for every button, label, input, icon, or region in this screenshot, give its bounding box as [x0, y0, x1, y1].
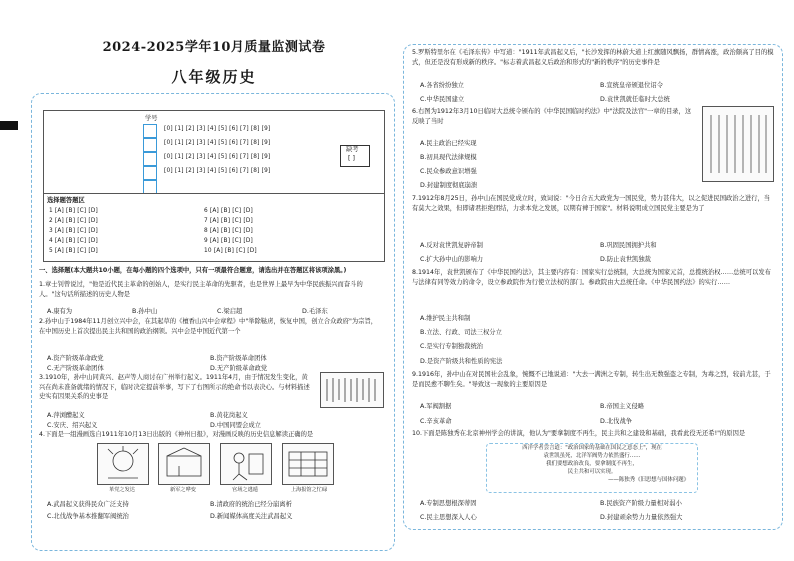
- choice-area-title: 选择题答题区: [47, 197, 85, 204]
- section-one-heading: 一、选择题(本大题共10小题，在每小题的四个选项中，只有一项最符合题意，请选出并在答题区将该项涂黑。): [39, 267, 347, 274]
- q9-option-b[interactable]: B.帝国主义侵略: [600, 403, 645, 410]
- cartoon-panel-3: [220, 443, 272, 485]
- constitution-document-image: [702, 106, 774, 182]
- student-id-sheet: [43, 110, 385, 194]
- q10-option-c[interactable]: C.民主思想深入人心: [420, 514, 477, 521]
- question-9: 9.1916年，孙中山在对民国社会乱象，惋慨不已地说道："大去一满洲之专制，转生出无数强盗之专制，为毒之烈，较前尤甚，于是而民愈不聊生矣。"导致这一现象的主要原因是: [412, 371, 771, 388]
- q1-option-c[interactable]: C.梁启超: [217, 308, 243, 315]
- q4-option-a[interactable]: A.武昌起义获得民众广泛支持: [47, 501, 129, 508]
- q2-option-c[interactable]: C.无产阶级革命团体: [47, 365, 104, 372]
- question-3: 3.1910年，孙中山同黄兴、赵声等人商讨在广州举行起义。1911年4月，由于情况发生变化，黄兴在尚未准备就绪的情况下，临时决定提前举事，写下了右图所示的绝命书以表决心。与材料描述史实有因果关系的史事是: [39, 374, 310, 401]
- bubble-row[interactable]: [0] [1] [2] [3] [4] [5] [6] [7] [8] [9]: [164, 168, 271, 174]
- answer-row[interactable]: 9 [A] [B] [C] [D]: [204, 238, 254, 244]
- q6-option-d[interactable]: D.封建制度彻底崩溃: [420, 182, 478, 189]
- q6-option-a[interactable]: A.民主政治已经实现: [420, 140, 477, 147]
- cartoon-caption-1: 革党之发达: [109, 487, 135, 493]
- q6-option-c[interactable]: C.民众参政意识增强: [420, 168, 477, 175]
- q8-option-c[interactable]: C.是实行专制独裁统治: [420, 343, 484, 350]
- q5-option-b[interactable]: B.宣统皇帝颁退位诏令: [600, 82, 663, 89]
- q8-option-a[interactable]: A.维护民主共和制: [420, 315, 471, 322]
- q5-option-a[interactable]: A.各省纷纷独立: [420, 82, 464, 89]
- q9-option-d[interactable]: D.北伐战争: [600, 418, 633, 425]
- q8-option-b[interactable]: B.立法、行政、司法三权分立: [420, 329, 502, 336]
- q10-option-b[interactable]: B.民族资产阶级力量相对弱小: [600, 500, 682, 507]
- q4-option-c[interactable]: C.北伐战争基本推翻军阀统治: [47, 513, 129, 520]
- q9-option-c[interactable]: C.辛亥革命: [420, 418, 452, 425]
- cartoon-caption-3: 官场之逃遁: [232, 487, 258, 493]
- id-digit-box[interactable]: [143, 138, 157, 152]
- q3-option-d[interactable]: D.中国同盟会成立: [210, 422, 261, 429]
- q2-option-a[interactable]: A.资产阶级革命政党: [47, 355, 104, 362]
- q5-option-d[interactable]: D.袁世凯就任临时大总统: [600, 96, 670, 103]
- quote-line: 袁世凯虽死，北洋军阀势力依然盛行……: [543, 453, 641, 459]
- q9-option-a[interactable]: A.军阀割据: [420, 403, 452, 410]
- answer-row[interactable]: 6 [A] [B] [C] [D]: [204, 208, 254, 214]
- question-8: 8.1914年，袁世凯颁布了《中华民国约法》，其主要内容有：国家实行总统制，大总统为国家元首，总揽统治权……总统可以发布与法律有同等效力的命令，设立参政院作为行使立法权的部门。参政院由大总统任命。《中华民国约法》的实行……: [412, 269, 771, 286]
- quote-line: 西洋学者尝言道："政治国家的基础在国民之意态上"，现在: [522, 445, 662, 451]
- answer-row[interactable]: 5 [A] [B] [C] [D]: [49, 248, 99, 254]
- answer-row[interactable]: 2 [A] [B] [C] [D]: [49, 218, 99, 224]
- q4-option-d[interactable]: D.新闻媒体高度关注武昌起义: [210, 513, 293, 520]
- farewell-letter-image: [320, 372, 384, 408]
- q2-option-b[interactable]: B.资产阶级革命团体: [210, 355, 267, 362]
- cartoon-panel-1: [97, 443, 149, 485]
- cartoon-panel-2: [158, 443, 210, 485]
- question-5: 5.罗斯特里尔在《毛泽东传》中写道："1911年武昌起义后，"长沙发挥的林蔚大道上红旗随风飘扬，群情高涨，政治颇高了目的模式，但还是没有形成新的秩序。"标志着武昌起义后政治和形式的"新的秩序"的历史事件是: [412, 49, 774, 66]
- quote-box: [486, 443, 698, 493]
- q3-option-a[interactable]: A.萍浏醴起义: [47, 412, 85, 419]
- answer-row[interactable]: 3 [A] [B] [C] [D]: [49, 228, 99, 234]
- question-6: 6.右图为1912年3月10日临时大总统令颁布的《中华民国临时约法》中"法院及法官"一章的目录，这反映了当时: [412, 108, 692, 125]
- answer-row[interactable]: 4 [A] [B] [C] [D]: [49, 238, 99, 244]
- absent-label: 缺考: [346, 146, 359, 153]
- q2-option-d[interactable]: D.无产阶级革命政党: [210, 365, 268, 372]
- bubble-row[interactable]: [0] [1] [2] [3] [4] [5] [6] [7] [8] [9]: [164, 154, 271, 160]
- q10-option-d[interactable]: D.封建顽余势力力量依然强大: [600, 514, 683, 521]
- question-2: 2.孙中山于1984年11月创立兴中会，在其起草的《檀香山兴中会章程》中"举除鞑虏，恢复中国，创立合众政府"为宗旨，在中国历史上首次提出民主共和国的政治纲领。兴中会是中国近代第一个: [39, 318, 378, 335]
- exam-title: 2024-2025学年10月质量监测试卷: [102, 40, 326, 55]
- id-digit-box[interactable]: [143, 180, 157, 194]
- bubble-row[interactable]: [0] [1] [2] [3] [4] [5] [6] [7] [8] [9]: [164, 140, 271, 146]
- cartoon-caption-4: 上海报馆之忙碌: [290, 487, 328, 493]
- student-id-label: 学号: [145, 115, 158, 122]
- id-digit-box[interactable]: [143, 166, 157, 180]
- quote-line: 我们要想政治改良，要拿制度不再生，: [546, 461, 638, 467]
- q7-option-d[interactable]: D.防止袁世凯独裁: [600, 256, 651, 263]
- exam-subject: 八年级历史: [171, 68, 257, 86]
- q3-option-c[interactable]: C.安庆、绍兴起义: [47, 422, 98, 429]
- answer-row[interactable]: 7 [A] [B] [C] [D]: [204, 218, 254, 224]
- q5-option-c[interactable]: C.中华民国建立: [420, 96, 465, 103]
- question-10: 10.下面是陈独秀在北京神州学会的讲演，他认为"要拿制度不再生，民主共和之建设和基础，我看此役无还希!"的原因是: [412, 430, 746, 437]
- cartoon-panel-4: [282, 443, 334, 485]
- q10-option-a[interactable]: A.专制思想根深蒂固: [420, 500, 477, 507]
- question-4: 4.下面是一组漫画选自1911年10月13日出版的《神州日报》，对漫画反映的历史信息解读正确的是: [39, 431, 314, 438]
- q7-option-b[interactable]: B.巩固民国拥护共和: [600, 242, 657, 249]
- q7-option-a[interactable]: A.反对袁世凯复辟帝制: [420, 242, 483, 249]
- answer-row[interactable]: 1 [A] [B] [C] [D]: [49, 208, 99, 214]
- quote-source: ——陈独秀《旧思想与国体问题》: [608, 477, 689, 483]
- q4-option-b[interactable]: B.清政府的统治已经分崩离析: [210, 501, 292, 508]
- absent-mark[interactable]: [ ]: [348, 155, 355, 162]
- q7-option-c[interactable]: C.扩大孙中山的影响力: [420, 256, 484, 263]
- id-digit-box[interactable]: [143, 152, 157, 166]
- question-7: 7.1912年8月25日，孙中山在国民党成立时，致词说："今日合五大政党为一国民党，势力甚伟大，以之促进民国政治之进行，当有莫大之效果，但即诸君拒绝团结，力求本党之发展，以期有裨于国家"。材料说明成立国民党主要是为了: [412, 195, 771, 212]
- registration-mark: [0, 121, 18, 130]
- id-digit-box[interactable]: [143, 124, 157, 138]
- q6-option-b[interactable]: B.初具现代法律规模: [420, 154, 477, 161]
- answer-row[interactable]: 10 [A] [B] [C] [D]: [204, 248, 257, 254]
- cartoon-caption-2: 新军之哗变: [170, 487, 196, 493]
- q1-option-d[interactable]: D.毛泽东: [302, 308, 328, 315]
- q3-option-b[interactable]: B.黄花岗起义: [210, 412, 248, 419]
- question-1: 1.章士钊曾说过，"他是近代民主革命的创始人，是实行民主革命的先驱者，也是世界上最早为中华民族振兴而奋斗的人。"这句话所描述的历史人物是: [39, 281, 363, 298]
- bubble-row[interactable]: [0] [1] [2] [3] [4] [5] [6] [7] [8] [9]: [164, 126, 271, 132]
- quote-line: 民主共和可以实现。: [567, 469, 617, 475]
- q1-option-b[interactable]: B.孙中山: [132, 308, 158, 315]
- answer-row[interactable]: 8 [A] [B] [C] [D]: [204, 228, 254, 234]
- q1-option-a[interactable]: A.康有为: [47, 308, 73, 315]
- q8-option-d[interactable]: D.是资产阶级共和性质的宪法: [420, 358, 503, 365]
